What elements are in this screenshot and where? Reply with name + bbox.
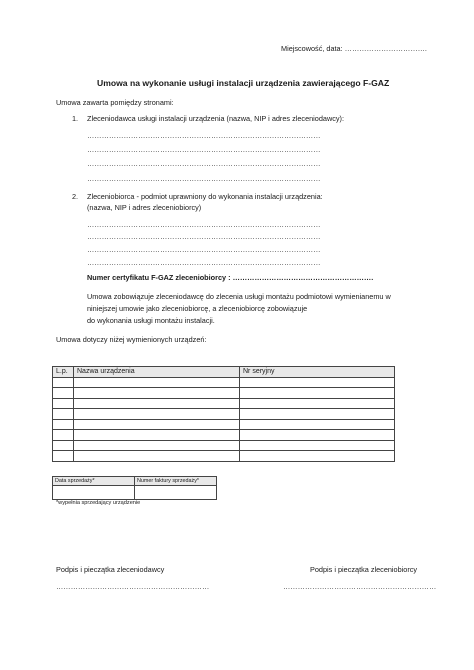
certificate-number-field[interactable]: Numer certyfikatu F-GAZ zleceniobiorcy : …………………………………………………. [87, 273, 374, 282]
cell-serial-number[interactable] [240, 419, 395, 430]
header-lp: L.p. [53, 367, 74, 378]
cell-lp[interactable] [53, 388, 74, 399]
cell-lp[interactable] [53, 398, 74, 409]
party1-number: 1. [72, 114, 79, 123]
table-row [53, 388, 395, 399]
header-serial-number: Nr seryjny [240, 367, 395, 378]
table-row [53, 440, 395, 451]
header-device-name: Nazwa urządzenia [74, 367, 240, 378]
cell-device-name[interactable] [74, 451, 240, 462]
cell-serial-number[interactable] [240, 398, 395, 409]
cell-serial-number[interactable] [240, 409, 395, 420]
sale-date-field[interactable] [53, 486, 135, 500]
table-row [53, 398, 395, 409]
cell-device-name[interactable] [74, 398, 240, 409]
table-row [53, 419, 395, 430]
sale-note: *wypełnia sprzedający urządzenie [56, 500, 141, 506]
cell-device-name[interactable] [74, 409, 240, 420]
signature-label-client: Podpis i pieczątka zleceniodawcy [56, 565, 165, 574]
cell-device-name[interactable] [74, 419, 240, 430]
party2-line-2[interactable]: …………………………………………………………………………………… [87, 232, 321, 241]
devices-table [52, 366, 395, 462]
table-row [53, 377, 395, 388]
table-row [53, 451, 395, 462]
party2-line-4[interactable]: …………………………………………………………………………………… [87, 258, 321, 267]
party2-line-1[interactable]: …………………………………………………………………………………… [87, 220, 321, 229]
party1-line-4[interactable]: …………………………………………………………………………………… [87, 174, 321, 183]
signature-label-contractor: Podpis i pieczątka zleceniobiorcy [310, 565, 418, 574]
sale-table [52, 476, 217, 500]
header-invoice-number: Numer faktury sprzedaży* [135, 477, 217, 486]
cell-serial-number[interactable] [240, 430, 395, 441]
party2-line-3[interactable]: …………………………………………………………………………………… [87, 245, 321, 254]
cell-lp[interactable] [53, 451, 74, 462]
cell-device-name[interactable] [74, 377, 240, 388]
cell-serial-number[interactable] [240, 440, 395, 451]
party1-line-3[interactable]: …………………………………………………………………………………… [87, 159, 321, 168]
table-row [53, 486, 217, 500]
party2-number: 2. [72, 192, 79, 201]
obligation-line-1: Umowa zobowiązuje zleceniodawcę do zlecenia usługi montażu podmiotowi wymienianemu w [87, 292, 391, 301]
cell-lp[interactable] [53, 440, 74, 451]
invoice-number-field[interactable] [135, 486, 217, 500]
cell-lp[interactable] [53, 377, 74, 388]
devices-intro: Umowa dotyczy niżej wymienionych urządzeń: [56, 335, 207, 344]
cell-serial-number[interactable] [240, 451, 395, 462]
header-sale-date: Data sprzedaży* [53, 477, 135, 486]
party2-label: Zleceniobiorca - podmiot uprawniony do wykonania instalacji urządzenia: [87, 192, 323, 201]
obligation-line-3: do wykonania usługi montażu instalacji. [87, 316, 215, 325]
signature-line-client[interactable]: ……………………………………………………… [56, 582, 210, 591]
cell-device-name[interactable] [74, 440, 240, 451]
party2-sublabel: (nazwa, NIP i adres zleceniobiorcy) [87, 203, 202, 212]
cell-device-name[interactable] [74, 430, 240, 441]
cell-lp[interactable] [53, 409, 74, 420]
cell-serial-number[interactable] [240, 377, 395, 388]
cell-lp[interactable] [53, 419, 74, 430]
document-title: Umowa na wykonanie usługi instalacji urządzenia zawierającego F-GAZ [97, 78, 390, 88]
table-row [53, 409, 395, 420]
cell-serial-number[interactable] [240, 388, 395, 399]
obligation-line-2: niniejszej umowie jako zleceniobiorcę, a zleceniobiorcę zobowiązuje [87, 304, 308, 313]
cell-device-name[interactable] [74, 388, 240, 399]
party1-line-1[interactable]: …………………………………………………………………………………… [87, 131, 321, 140]
place-date-field: Miejscowość, data: ……………………………. [281, 44, 427, 53]
signature-line-contractor[interactable]: ……………………………………………………… [283, 582, 437, 591]
intro-text: Umowa zawarta pomiędzy stronami: [56, 98, 174, 107]
party1-label: Zleceniodawca usługi instalacji urządzenia (nazwa, NIP i adres zleceniodawcy): [87, 114, 345, 123]
cell-lp[interactable] [53, 430, 74, 441]
party1-line-2[interactable]: …………………………………………………………………………………… [87, 145, 321, 154]
table-row [53, 430, 395, 441]
